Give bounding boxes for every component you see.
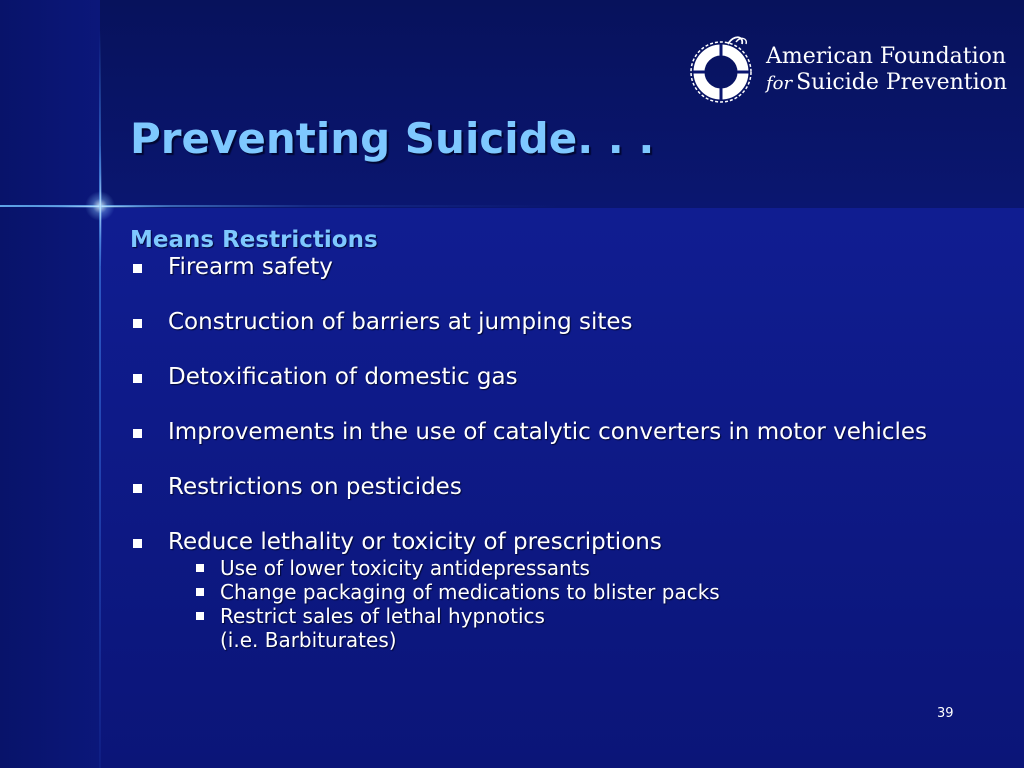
square-bullet-icon (196, 612, 204, 620)
logo-line-1: American Foundation (766, 44, 1007, 69)
logo-line-2-text: Suicide Prevention (796, 70, 1008, 95)
bullet-text: Improvements in the use of catalytic converters in motor vehicles (168, 419, 928, 445)
sub-bullet-item (182, 604, 990, 628)
sub-bullet-list (182, 556, 990, 652)
logo-wordmark (766, 44, 1007, 97)
sub-bullet-text: Use of lower toxicity antidepressants (220, 556, 590, 580)
bullet-text: Construction of barriers at jumping sites (168, 309, 633, 335)
bullet-text: Firearm safety (168, 254, 333, 280)
vertical-accent-line (99, 30, 101, 768)
slide-body (130, 226, 990, 652)
bullet-item (130, 309, 928, 336)
sub-bullet-item (182, 580, 990, 604)
life-preserver-icon (688, 32, 754, 104)
section-subheading: Means Restrictions (130, 227, 378, 253)
afsp-logo (688, 30, 1008, 110)
sub-bullet-item (182, 556, 990, 580)
square-bullet-icon (133, 539, 142, 548)
bullet-item (130, 419, 928, 446)
bullet-item (130, 254, 928, 281)
square-bullet-icon (133, 264, 142, 273)
bullet-text: Detoxification of domestic gas (168, 364, 518, 390)
logo-for: for (766, 73, 793, 94)
left-band (0, 0, 100, 768)
sparkle-icon (100, 206, 101, 207)
logo-line-2 (766, 70, 1007, 97)
bullet-item (130, 529, 928, 556)
bullet-text: Restrictions on pesticides (168, 474, 462, 500)
square-bullet-icon (133, 484, 142, 493)
page-number: 39 (937, 706, 954, 721)
bullet-item (130, 474, 928, 501)
sub-bullet-continuation (182, 628, 990, 652)
bullet-text: Reduce lethality or toxicity of prescriptions (168, 529, 662, 555)
square-bullet-icon (133, 374, 142, 383)
square-bullet-icon (196, 588, 204, 596)
square-bullet-icon (133, 319, 142, 328)
sub-bullet-text: Restrict sales of lethal hypnotics (220, 604, 545, 628)
square-bullet-icon (196, 564, 204, 572)
square-bullet-icon (133, 429, 142, 438)
slide-title: Preventing Suicide. . . (130, 114, 655, 163)
sub-bullet-text: Change packaging of medications to blister packs (220, 580, 720, 604)
bullet-item (130, 364, 928, 391)
sub-bullet-text: (i.e. Barbiturates) (220, 628, 397, 652)
bullet-list (130, 254, 990, 556)
